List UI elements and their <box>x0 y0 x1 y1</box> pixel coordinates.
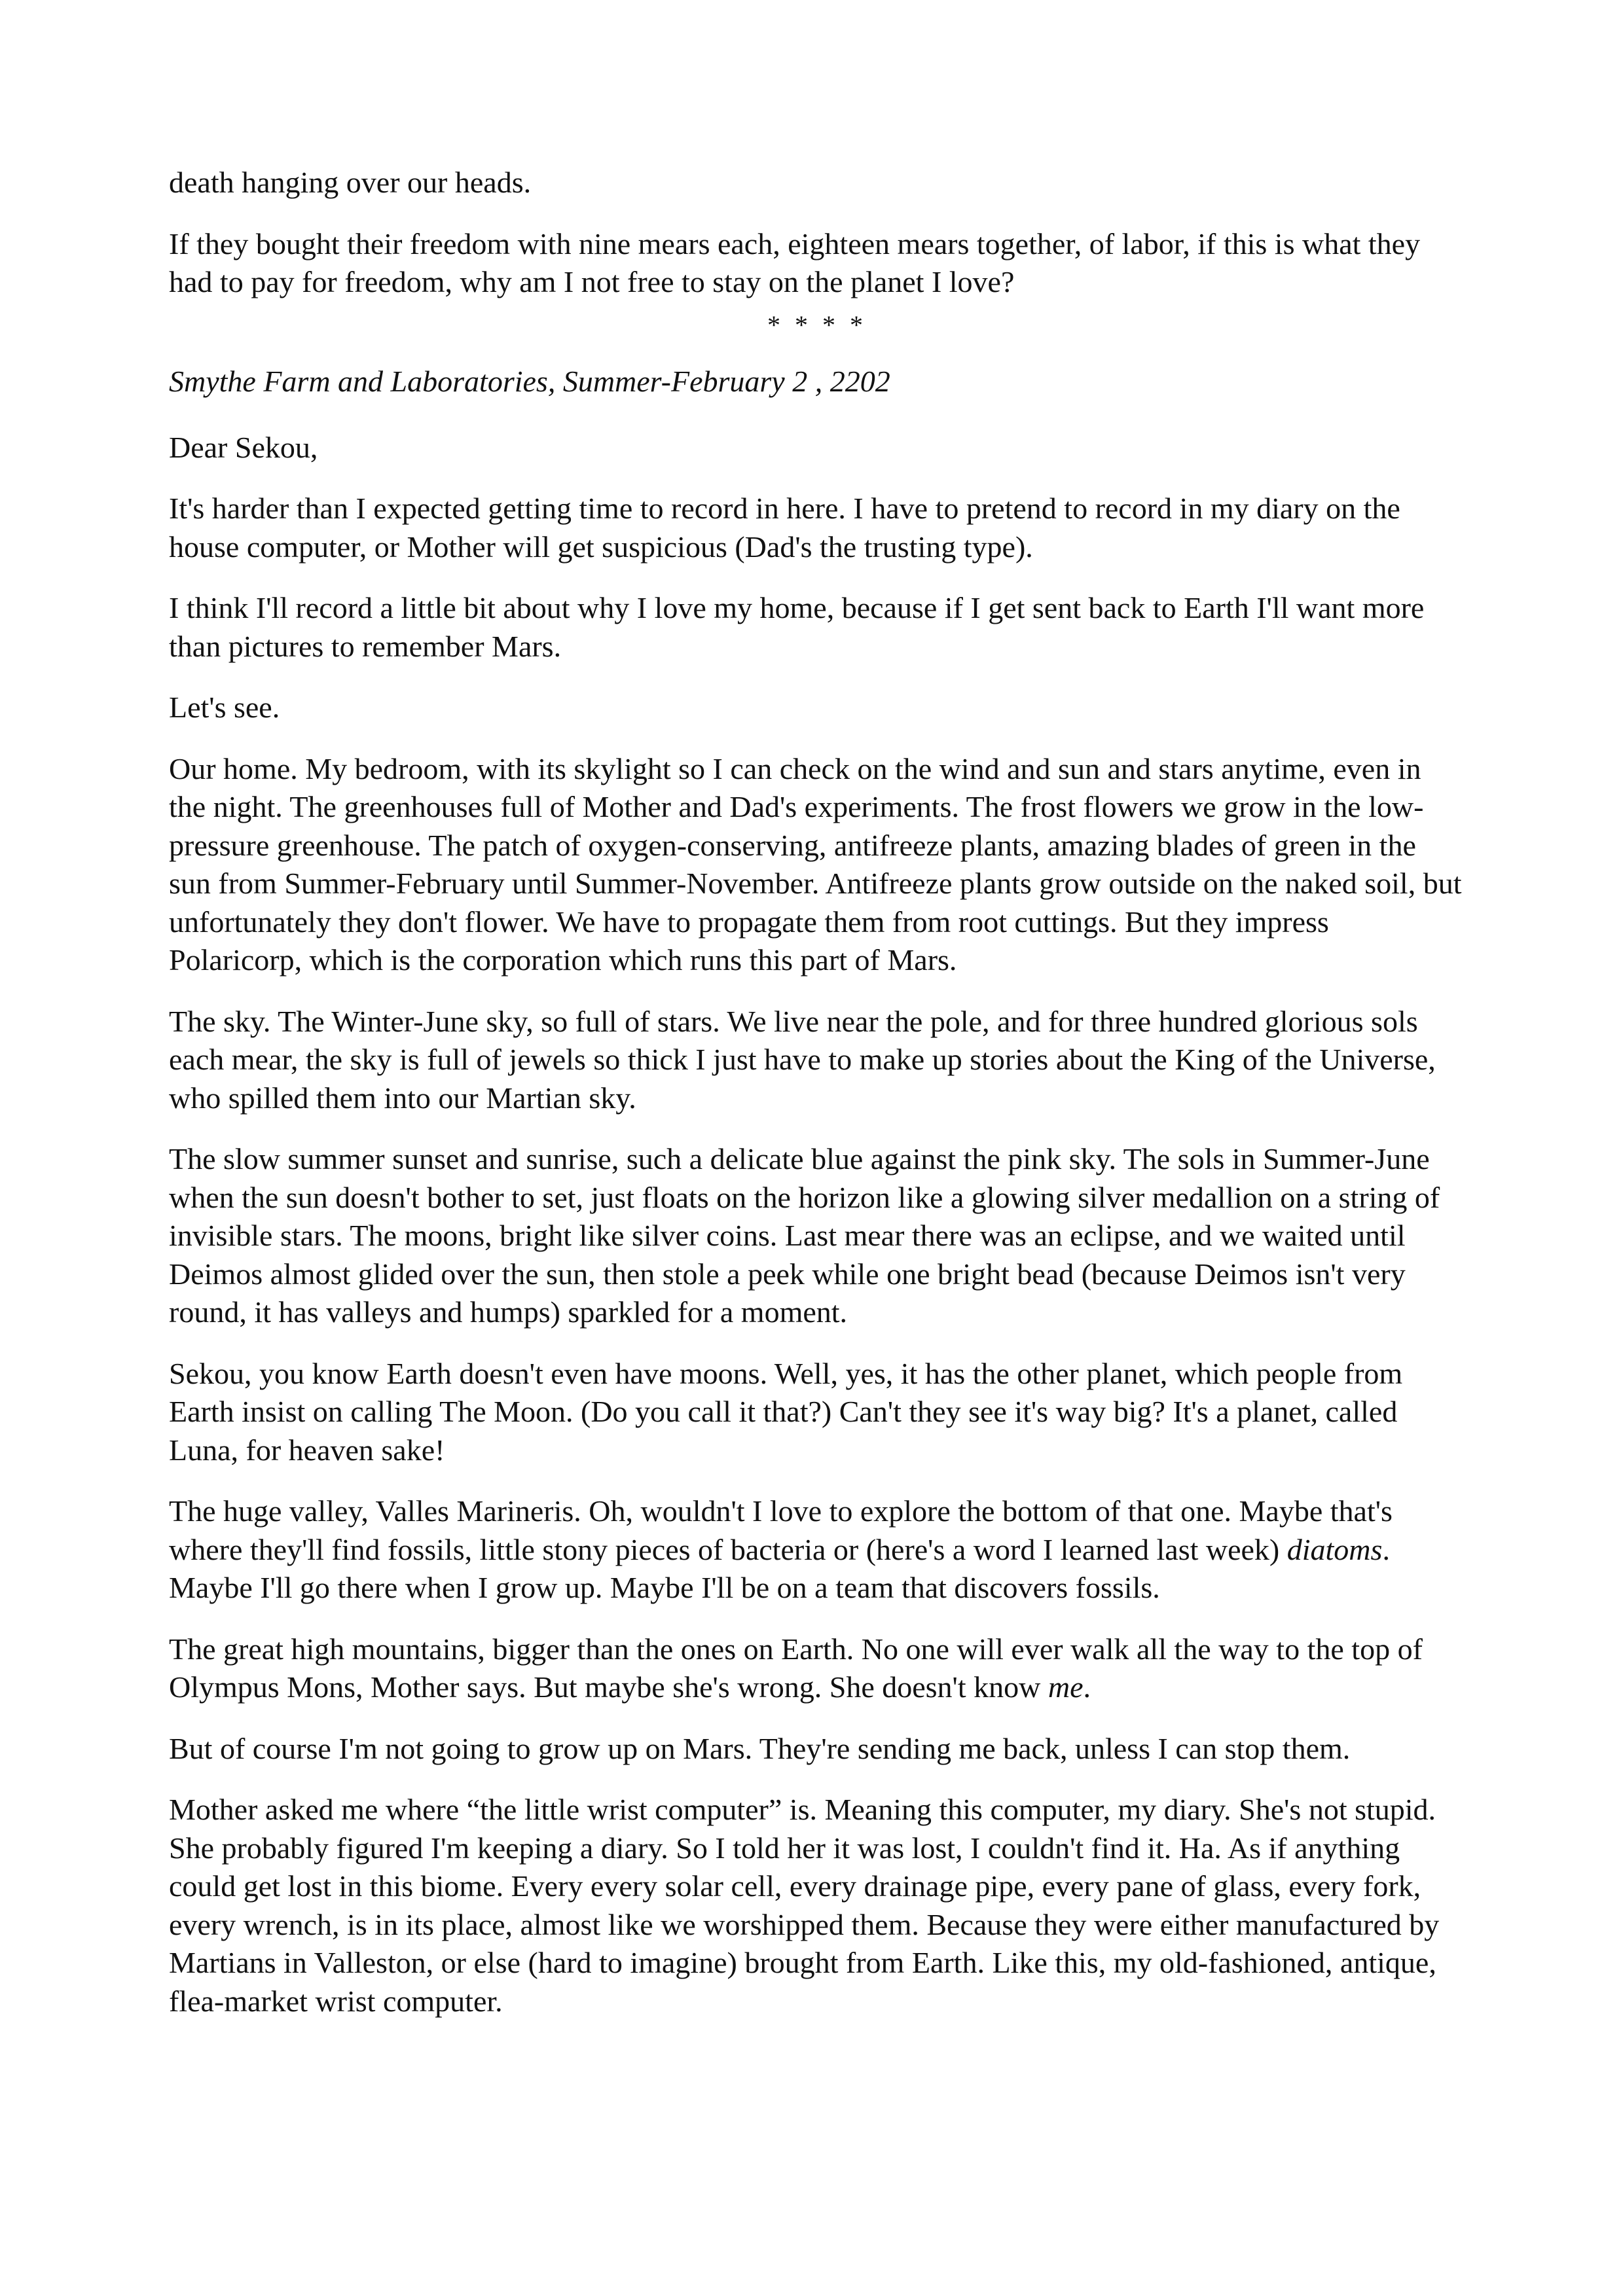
emphasis-text: diatoms <box>1286 1532 1383 1566</box>
paragraph: The sky. The Winter-June sky, so full of stars. We live near the pole, and for three hundred glorious sols each mear, the sky is full of jewels so thick I just have to make up stories about the King of the Universe, who spilled them into our Martian sky. <box>169 1004 1436 1115</box>
paragraph: Mother asked me where “the little wrist computer” is. Meaning this computer, my diary. She's not stupid. She probably figured I'm keeping a diary. So I told her it was lost, I couldn't find it. Ha. As if anything could get lost in this biome. Every every solar cell, every drainage pipe, every pane of glass, every fork, every wrench, is in its place, almost like we worshipped them. Because they were either manufactured by Martians in Valleston, or else (hard to imagine) brought from Earth. Like this, my old-fashioned, antique, flea-market wrist computer. <box>169 1793 1440 2018</box>
paragraph: Our home. My bedroom, with its skylight so I can check on the wind and sun and stars anytime, even in the night. The greenhouses full of Mother and Dad's experiments. The frost flowers we grow in the low-pressure greenhouse. The patch of oxygen-conserving, antifreeze plants, amazing blades of green in the sun from Summer-February until Summer-November. Antifreeze plants grow outside on the naked soil, but unfortunately they don't flower. We have to propagate them from root cuttings. But they impress Polaricorp, which is the corporation which runs this part of Mars. <box>169 751 1462 977</box>
dateline: Smythe Farm and Laboratories, Summer-February 2 , 2202 <box>169 365 890 398</box>
paragraph: It's harder than I expected getting time to record in here. I have to pretend to record in my diary on the house computer, or Mother will get suspicious (Dad's the trusting type). <box>169 492 1400 564</box>
paragraph-mountains <box>169 1630 1465 1707</box>
text-run: The huge valley, Valles Marineris. Oh, wouldn't I love to explore the bottom of that one. Maybe that's where they'll find fossils, little stony pieces of bacteria or (here's a word I learned last week) <box>169 1494 1393 1566</box>
paragraph: The slow summer sunset and sunrise, such a delicate blue against the pink sky. The sols in Summer-June when the sun doesn't bother to set, just floats on the horizon like a glowing silver medallion on a string of invisible stars. The moons, bright like silver coins. Last mear there was an eclipse, and we waited until Deimos almost glided over the sun, then stole a peek while one bright bead (because Deimos isn't very round, it has valleys and humps) sparkled for a moment. <box>169 1142 1440 1329</box>
paragraph: Sekou, you know Earth doesn't even have moons. Well, yes, it has the other planet, which people from Earth insist on calling The Moon. (Do you call it that?) Can't they see it's way big? It's a planet, called Luna, for heaven sake! <box>169 1356 1403 1467</box>
paragraph: I think I'll record a little bit about why I love my home, because if I get sent back to Earth I'll want more than pictures to remember Mars. <box>169 591 1425 663</box>
text-run: The great high mountains, bigger than the ones on Earth. No one will ever walk all the way to the top of Olympus Mons, Mother says. But maybe she's wrong. She doesn't know <box>169 1632 1423 1704</box>
paragraph: But of course I'm not going to grow up on Mars. They're sending me back, unless I can stop them. <box>169 1731 1351 1765</box>
text-run: . <box>1083 1670 1091 1704</box>
emphasis-text: me <box>1048 1670 1084 1704</box>
salutation: Dear Sekou, <box>169 430 318 464</box>
paragraph: If they bought their freedom with nine mears each, eighteen mears together, of labor, if this is what they had to pay for freedom, why am I not free to stay on the planet I love? <box>169 226 1421 298</box>
paragraph: Let's see. <box>169 691 280 724</box>
paragraph: death hanging over our heads. <box>169 166 532 199</box>
paragraph-valles <box>169 1492 1465 1607</box>
body-text <box>169 164 1465 2043</box>
text-run: . Maybe I'll go there when I grow up. Maybe I'll be on a team that discovers fossils. <box>169 1532 1390 1604</box>
section-separator: * * * * <box>767 310 867 340</box>
